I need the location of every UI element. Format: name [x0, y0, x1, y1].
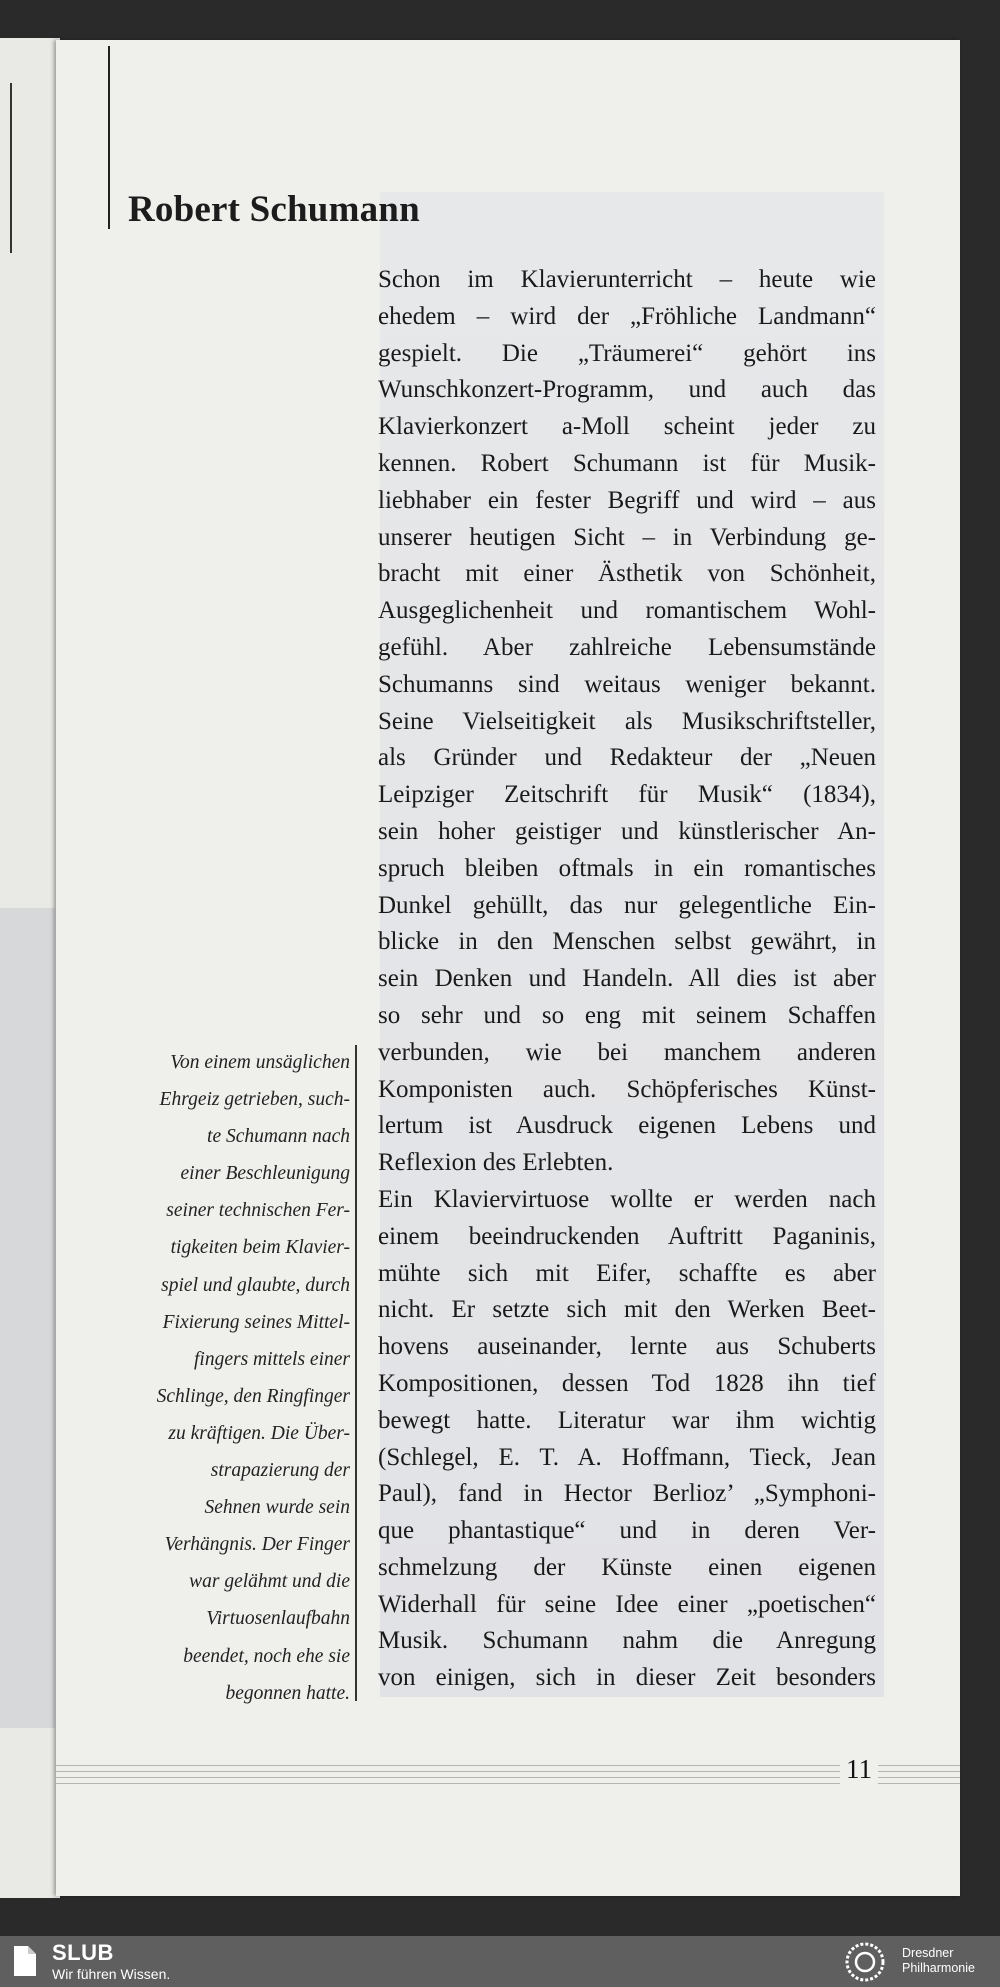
sidebar-line: begonnen hatte. [225, 1682, 350, 1704]
body-line: unserer heutigen Sicht – in Verbindung ge- [378, 523, 876, 551]
main-text [378, 262, 876, 1697]
body-line: gefühl. Aber zahlreiche Lebensumstände [378, 633, 876, 661]
sidebar-line: beendet, noch ehe sie [183, 1645, 350, 1667]
body-line: spruch bleiben oftmals in ein romantisches [378, 854, 876, 882]
body-line: sein hoher geistiger und künstlerischer An- [378, 817, 876, 845]
body-line: Ein Klaviervirtuose wollte er werden nach [378, 1185, 876, 1213]
body-line: gespielt. Die „Träumerei“ gehört ins [378, 339, 876, 367]
body-line: Wunschkonzert-Programm, und auch das [378, 376, 876, 404]
sidebar-line: Schlinge, den Ringfinger [156, 1385, 350, 1407]
body-line: Dunkel gehüllt, das nur gelegentliche Ein- [378, 891, 876, 919]
body-line: Reflexion des Erlebten. [378, 1149, 614, 1177]
body-line: sein Denken und Handeln. All dies ist aber [378, 965, 876, 993]
body-line: ehedem – wird der „Fröhliche Landmann“ [378, 302, 876, 330]
partner-name [902, 1946, 975, 1976]
sidebar-line: Fixierung seines Mittel- [162, 1311, 350, 1333]
body-line: liebhaber ein fester Begriff und wird – aus [378, 486, 876, 514]
body-line: Musik. Schumann nahm die Anregung [378, 1627, 876, 1655]
body-line: kennen. Robert Schumann ist für Musik- [378, 449, 876, 477]
previous-page-edge [0, 38, 60, 1898]
body-line: von einigen, sich in dieser Zeit besonders [378, 1664, 876, 1692]
music-staff-lines [56, 1760, 960, 1788]
sidebar-line: Virtuosenlaufbahn [206, 1608, 350, 1630]
previous-page-image [0, 908, 55, 1728]
sidebar-line: te Schumann nach [207, 1126, 350, 1148]
body-line: verbunden, wie bei manchem anderen [378, 1038, 876, 1066]
body-line: Paul), fand in Hector Berlioz’ „Symphoni- [378, 1480, 876, 1508]
sidebar-line: seiner technischen Fer- [166, 1200, 350, 1222]
body-line: bewegt hatte. Literatur war ihm wichtig [378, 1406, 876, 1434]
body-line: Schumanns sind weitaus weniger bekannt. [378, 670, 876, 698]
library-name: SLUB [52, 1940, 114, 1965]
body-line: Schon im Klavierunterricht – heute wie [378, 266, 876, 293]
body-line: mühte sich mit Eifer, schaffte es aber [378, 1259, 876, 1287]
body-line: als Gründer und Redakteur der „Neuen [378, 744, 876, 772]
partner-name-line2: Philharmonie [902, 1961, 975, 1975]
body-line: Komponisten auch. Schöpferisches Künst- [378, 1075, 876, 1103]
sidebar-line: Verhängnis. Der Finger [164, 1534, 350, 1556]
sidebar-line: spiel und glaubte, durch [161, 1274, 350, 1296]
previous-page-rule [10, 83, 12, 253]
body-line: Widerhall für seine Idee einer „poetischen“ [378, 1590, 876, 1618]
philharmonie-logo-icon [842, 1939, 888, 1985]
top-vertical-rule [108, 46, 110, 229]
sidebar-line: Von einem unsäglichen [170, 1052, 350, 1073]
slub-logo-icon [10, 1944, 40, 1978]
body-line: einem beeindruckenden Auftritt Paganinis, [378, 1222, 876, 1250]
document-page [56, 40, 960, 1896]
sidebar-line: war gelähmt und die [189, 1571, 350, 1593]
viewer-footer-bar [0, 1936, 1000, 1987]
page-number: 11 [840, 1754, 878, 1785]
body-line: (Schlegel, E. T. A. Hoffmann, Tieck, Jean [378, 1443, 876, 1471]
library-tagline: Wir führen Wissen. [52, 1966, 171, 1982]
body-line: schmelzung der Künste einen eigenen [378, 1553, 876, 1581]
sidebar-line: Sehnen wurde sein [204, 1497, 350, 1519]
body-line: so sehr und so eng mit seinem Schaffen [378, 1001, 876, 1029]
body-line: Ausgeglichenheit und romantischem Wohl- [378, 597, 876, 625]
body-line: Klavierkonzert a-Moll scheint jeder zu [378, 413, 876, 441]
body-line: Leipziger Zeitschrift für Musik“ (1834), [378, 781, 876, 809]
sidebar-line: Ehrgeiz getrieben, such- [159, 1089, 350, 1111]
body-line: bracht mit einer Ästhetik von Schönheit, [378, 560, 876, 588]
sidebar-line: fingers mittels einer [194, 1348, 350, 1370]
partner-name-line1: Dresdner [902, 1946, 954, 1960]
sidebar-line: strapazierung der [210, 1460, 350, 1482]
body-line: blicke in den Menschen selbst gewährt, in [378, 928, 876, 956]
body-line: hovens auseinander, lernte aus Schuberts [378, 1333, 876, 1361]
sidebar-line: zu kräftigen. Die Über- [168, 1422, 350, 1444]
body-line: Kompositionen, dessen Tod 1828 ihn tief [378, 1369, 876, 1397]
body-line: Seine Vielseitigkeit als Musikschriftsteller, [378, 707, 876, 735]
page-title: Robert Schumann [128, 189, 420, 230]
sidebar-divider [355, 1045, 357, 1701]
body-line: que phantastique“ und in deren Ver- [378, 1517, 876, 1545]
sidebar-quote [86, 1044, 350, 1712]
body-line: lertum ist Ausdruck eigenen Lebens und [378, 1112, 876, 1140]
sidebar-line: einer Beschleunigung [180, 1163, 350, 1185]
sidebar-line: tigkeiten beim Klavier- [170, 1237, 350, 1259]
body-line: nicht. Er setzte sich mit den Werken Beet- [378, 1296, 876, 1324]
